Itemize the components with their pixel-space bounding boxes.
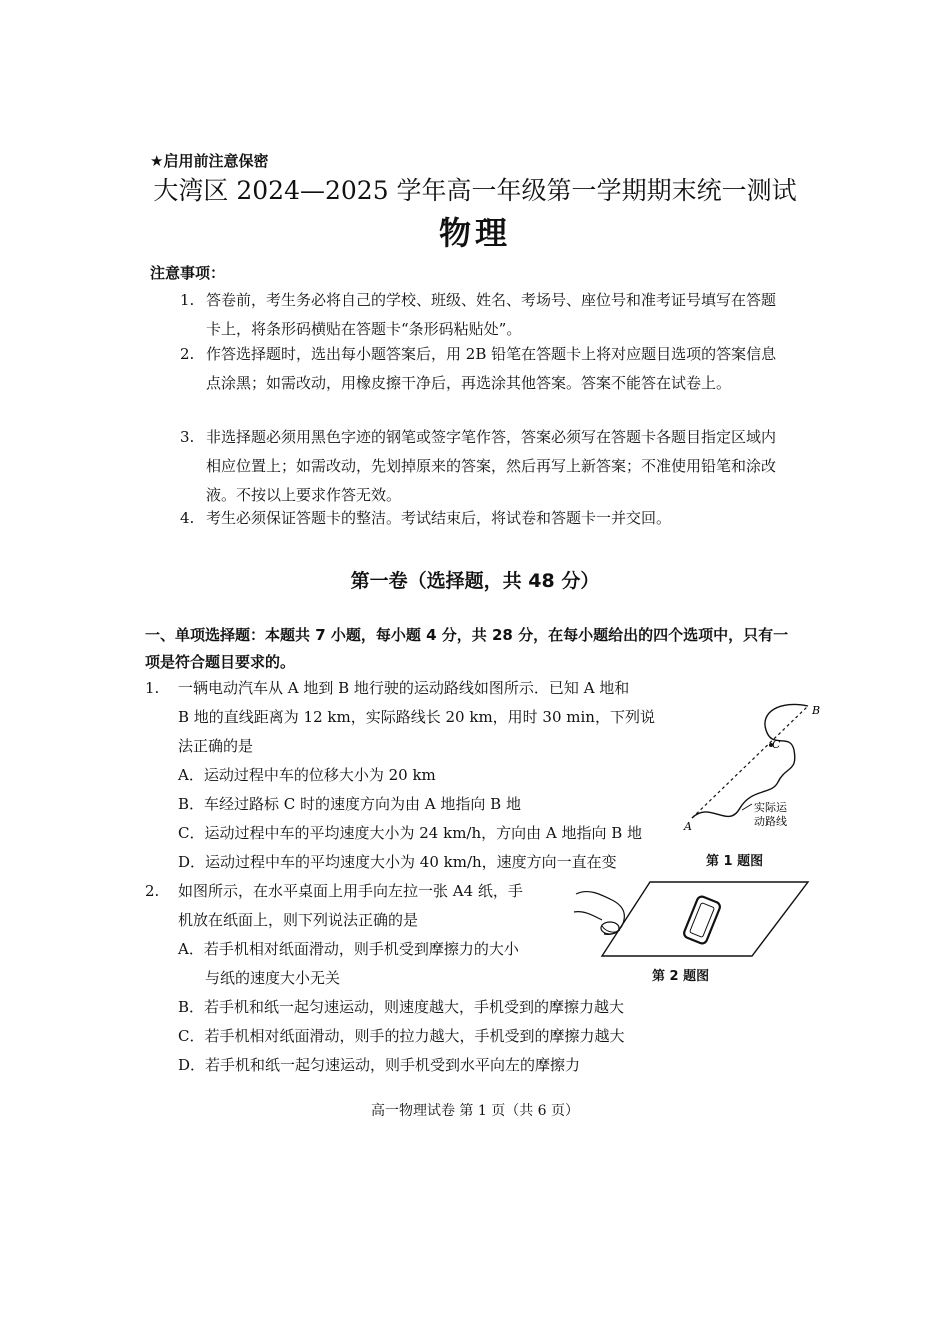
paper-phone-diagram xyxy=(570,876,810,961)
route-label-line-2: 动路线 xyxy=(754,815,787,828)
note-number: 1. xyxy=(180,291,195,309)
option-b: B．车经过路标 C 时的速度方向为由 A 地指向 B 地 xyxy=(178,795,521,813)
question-stem-line: 一辆电动汽车从 A 地到 B 地行驶的运动路线如图所示．已知 A 地和 xyxy=(178,679,630,697)
question-stem-line: 如图所示，在水平桌面上用手向左拉一张 A4 纸，手 xyxy=(178,882,523,900)
label-c: C xyxy=(772,738,781,751)
subject-title: 物理 xyxy=(438,214,511,252)
route-diagram xyxy=(680,690,830,835)
label-a: A xyxy=(684,820,692,833)
note-text: 答卷前，考生务必将自己的学校、班级、姓名、考场号、座位号和准考证号填写在答题卡上，将条形码横贴在答题卡“条形码粘贴处”。 xyxy=(206,291,777,338)
option-a: A．运动过程中车的位移大小为 20 km xyxy=(178,766,436,784)
confidential-mark: ★启用前注意保密 xyxy=(150,152,269,170)
note-number: 2. xyxy=(180,345,195,363)
hand-icon xyxy=(574,892,624,935)
option-a: A．若手机相对纸面滑动，则手机受到摩擦力的大小 xyxy=(178,940,519,958)
notes-heading: 注意事项： xyxy=(150,264,226,282)
note-item xyxy=(180,504,790,533)
part-heading: 一、单项选择题：本题共 7 小题，每小题 4 分，共 28 分，在每小题给出的四个选项中，只有一项是符合题目要求的。 xyxy=(145,626,789,671)
note-item xyxy=(180,423,790,510)
section-title: 第一卷（选择题，共 48 分） xyxy=(350,570,600,592)
question-number: 2. xyxy=(145,882,160,900)
option-c: C．运动过程中车的平均速度大小为 24 km/h，方向由 A 地指向 B 地 xyxy=(178,824,643,842)
note-text: 非选择题必须用黑色字迹的钢笔或签字笔作答，答案必须写在答题卡各题目指定区域内相应位置上；如需改动，先划掉原来的答案，然后再写上新答案；不准使用铅笔和涂改液。不按以上要求作答无效。 xyxy=(206,428,777,504)
option-d: D．运动过程中车的平均速度大小为 40 km/h，速度方向一直在变 xyxy=(178,853,617,871)
note-text: 考生必须保证答题卡的整洁。考试结束后，将试卷和答题卡一并交回。 xyxy=(206,509,672,527)
figure-1-caption: 第 1 题图 xyxy=(706,854,764,869)
route-pointer xyxy=(742,804,752,810)
question-number: 1. xyxy=(145,679,160,697)
phone xyxy=(683,895,722,945)
exam-title: 大湾区 2024—2025 学年高一年级第一学期期末统一测试 xyxy=(153,176,797,205)
label-b: B xyxy=(812,704,821,717)
question-stem-line: B 地的直线距离为 12 km，实际路线长 20 km，用时 30 min，下列说 xyxy=(178,708,655,726)
route-label-line-1: 实际运 xyxy=(754,801,787,814)
option-d: D．若手机和纸一起匀速运动，则手机受到水平向左的摩擦力 xyxy=(178,1056,581,1074)
note-number: 3. xyxy=(180,428,195,446)
note-item xyxy=(180,340,790,398)
displacement-line xyxy=(692,706,808,818)
question-stem-line: 法正确的是 xyxy=(178,737,254,755)
question-stem-line: 机放在纸面上，则下列说法正确的是 xyxy=(178,911,419,929)
figure-2-caption: 第 2 题图 xyxy=(652,969,710,984)
note-number: 4. xyxy=(180,509,195,527)
option-c: C．若手机相对纸面滑动，则手的拉力越大，手机受到的摩擦力越大 xyxy=(178,1027,625,1045)
note-text: 作答选择题时，选出每小题答案后，用 2B 铅笔在答题卡上将对应题目选项的答案信息点涂黑；如需改动，用橡皮擦干净后，再选涂其他答案。答案不能答在试卷上。 xyxy=(206,345,777,392)
note-item xyxy=(180,286,790,344)
option-b: B．若手机和纸一起匀速运动，则速度越大，手机受到的摩擦力越大 xyxy=(178,998,625,1016)
page-footer: 高一物理试卷 第 1 页（共 6 页） xyxy=(370,1103,580,1119)
option-a-continued: 与纸的速度大小无关 xyxy=(205,969,341,987)
